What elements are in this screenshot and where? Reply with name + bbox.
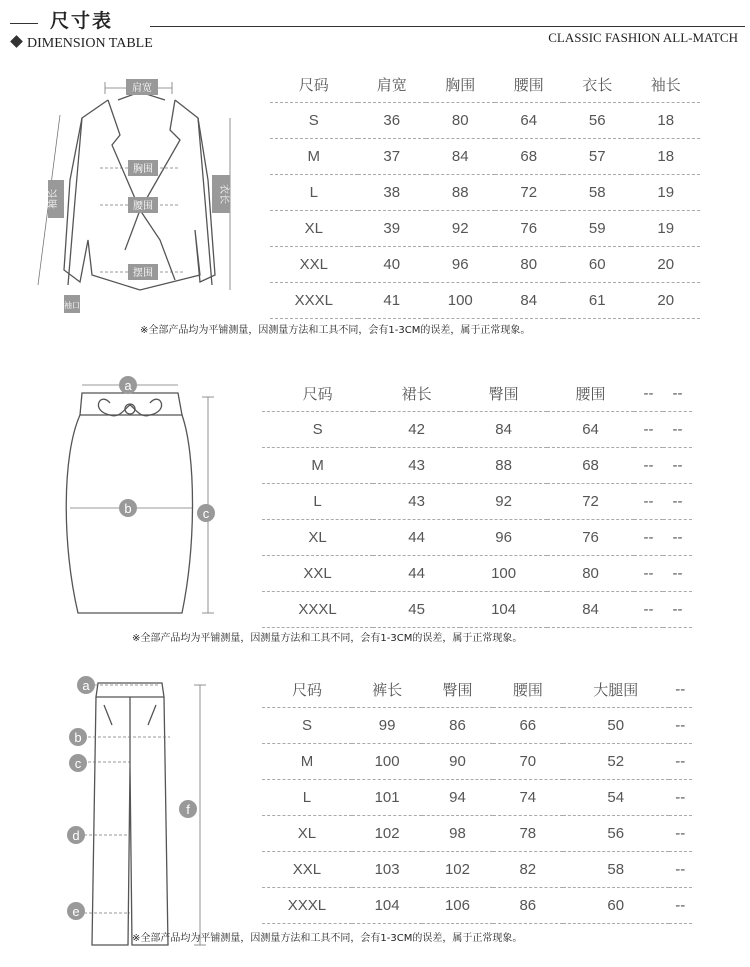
measurement-note: ※全部产品均为平铺测量，因测量方法和工具不同，会有1-3CM的误差，属于正常现象。 (140, 325, 531, 336)
table-cell: XXL (262, 555, 373, 591)
table-row (262, 519, 692, 555)
table-cell: 18 (631, 102, 700, 138)
table-cell: -- (669, 707, 692, 743)
table-cell: 104 (460, 591, 547, 627)
table-cell: 74 (493, 779, 563, 815)
page-title: 尺寸表 (50, 10, 114, 32)
table-cell: 19 (631, 210, 700, 246)
table-cell: 43 (373, 483, 460, 519)
table-cell: 42 (373, 411, 460, 447)
col-header: 衣长 (563, 68, 631, 102)
col-header: 臀围 (422, 673, 492, 707)
table-cell: 58 (563, 851, 669, 887)
table-row (262, 743, 692, 779)
header-tagline: CLASSIC FASHION ALL-MATCH (548, 30, 738, 45)
label-a: a (124, 378, 132, 393)
table-cell: 76 (547, 519, 634, 555)
table-cell: 56 (563, 102, 631, 138)
table-cell: 86 (493, 887, 563, 923)
skirt-size-table (262, 377, 692, 628)
table-header-row (262, 377, 692, 411)
table-cell: 96 (460, 519, 547, 555)
table-cell: 84 (460, 411, 547, 447)
col-header: 裙长 (373, 377, 460, 411)
label-waist: 腰围 (133, 201, 153, 212)
table-cell: 60 (563, 246, 631, 282)
table-cell: S (262, 411, 373, 447)
table-cell: -- (669, 779, 692, 815)
table-cell: 54 (563, 779, 669, 815)
table-cell: 56 (563, 815, 669, 851)
label-length: 衣长 (218, 184, 229, 204)
table-cell: -- (634, 555, 663, 591)
table-cell: 106 (422, 887, 492, 923)
table-cell: XL (270, 210, 358, 246)
table-cell: 80 (426, 102, 494, 138)
table-cell: 82 (493, 851, 563, 887)
table-row (270, 282, 700, 318)
col-header: 腰围 (495, 68, 563, 102)
table-cell: 38 (358, 174, 426, 210)
jacket-size-table (270, 68, 700, 319)
table-cell: -- (669, 815, 692, 851)
col-header: 裤长 (352, 673, 422, 707)
measurement-note: ※全部产品均为平铺测量，因测量方法和工具不同，会有1-3CM的误差，属于正常现象。 (132, 633, 523, 644)
table-cell: M (262, 743, 352, 779)
table-cell: 72 (495, 174, 563, 210)
table-cell: 101 (352, 779, 422, 815)
label-c: c (202, 506, 210, 521)
table-cell: L (262, 483, 373, 519)
label-cuff: 袖口 (64, 301, 80, 310)
table-cell: XXXL (270, 282, 358, 318)
table-cell: -- (669, 887, 692, 923)
label-chest: 胸围 (133, 164, 153, 175)
table-row (262, 555, 692, 591)
table-cell: 68 (495, 138, 563, 174)
table-cell: 96 (426, 246, 494, 282)
table-cell: 43 (373, 447, 460, 483)
table-cell: -- (663, 555, 692, 591)
table-cell: 59 (563, 210, 631, 246)
table-cell: 103 (352, 851, 422, 887)
col-header: 肩宽 (358, 68, 426, 102)
label-e: e (72, 904, 80, 919)
skirt-diagram (0, 345, 260, 645)
pants-section (0, 645, 750, 967)
col-header: 腰围 (493, 673, 563, 707)
label-b: b (124, 501, 132, 516)
table-cell: XXL (262, 851, 352, 887)
table-cell: 70 (493, 743, 563, 779)
table-cell: 20 (631, 282, 700, 318)
col-header: 腰围 (547, 377, 634, 411)
table-cell: -- (663, 519, 692, 555)
table-cell: M (270, 138, 358, 174)
table-row (262, 779, 692, 815)
table-cell: 41 (358, 282, 426, 318)
table-cell: 61 (563, 282, 631, 318)
table-cell: 100 (426, 282, 494, 318)
table-cell: 50 (563, 707, 669, 743)
table-cell: 72 (547, 483, 634, 519)
label-d: d (72, 828, 80, 843)
table-cell: 66 (493, 707, 563, 743)
table-row (270, 138, 700, 174)
table-cell: 68 (547, 447, 634, 483)
table-cell: 90 (422, 743, 492, 779)
table-cell: 64 (495, 102, 563, 138)
table-cell: 19 (631, 174, 700, 210)
pants-diagram (0, 645, 260, 967)
table-cell: -- (663, 411, 692, 447)
table-cell: 84 (547, 591, 634, 627)
skirt-section (0, 345, 750, 645)
col-header: -- (669, 673, 692, 707)
col-header: -- (663, 377, 692, 411)
table-cell: L (270, 174, 358, 210)
col-header: 大腿围 (563, 673, 669, 707)
pants-size-table (262, 673, 692, 924)
table-cell: 88 (460, 447, 547, 483)
table-row (270, 210, 700, 246)
table-cell: 88 (426, 174, 494, 210)
table-cell: 58 (563, 174, 631, 210)
table-cell: -- (634, 591, 663, 627)
table-cell: 37 (358, 138, 426, 174)
label-f: f (186, 802, 190, 817)
table-cell: 102 (352, 815, 422, 851)
table-header-row (262, 673, 692, 707)
col-header: 臀围 (460, 377, 547, 411)
table-cell: XXXL (262, 887, 352, 923)
table-cell: 92 (460, 483, 547, 519)
jacket-section (0, 0, 750, 345)
col-header: 袖长 (631, 68, 700, 102)
table-row (262, 447, 692, 483)
table-row (262, 707, 692, 743)
table-cell: 104 (352, 887, 422, 923)
table-cell: 76 (495, 210, 563, 246)
table-cell: 100 (460, 555, 547, 591)
table-cell: -- (669, 743, 692, 779)
table-row (262, 851, 692, 887)
table-cell: L (262, 779, 352, 815)
page-subtitle-text: DIMENSION TABLE (27, 36, 153, 51)
table-cell: 44 (373, 519, 460, 555)
table-cell: XL (262, 519, 373, 555)
table-row (262, 411, 692, 447)
table-header-row (270, 68, 700, 102)
label-hem: 摆围 (133, 268, 153, 279)
table-cell: XXL (270, 246, 358, 282)
table-cell: 92 (426, 210, 494, 246)
jacket-diagram (0, 0, 260, 345)
table-cell: 36 (358, 102, 426, 138)
label-shoulder: 肩宽 (132, 83, 152, 94)
table-cell: -- (634, 411, 663, 447)
table-cell: 52 (563, 743, 669, 779)
label-c: c (74, 756, 82, 771)
table-cell: 18 (631, 138, 700, 174)
table-cell: S (270, 102, 358, 138)
table-cell: 99 (352, 707, 422, 743)
table-cell: 100 (352, 743, 422, 779)
table-row (270, 174, 700, 210)
label-a: a (82, 678, 90, 693)
table-cell: -- (663, 591, 692, 627)
table-cell: 86 (422, 707, 492, 743)
table-cell: S (262, 707, 352, 743)
col-header: 尺码 (262, 377, 373, 411)
table-cell: 57 (563, 138, 631, 174)
table-cell: 80 (547, 555, 634, 591)
col-header: 胸围 (426, 68, 494, 102)
label-b: b (74, 730, 82, 745)
table-cell: 44 (373, 555, 460, 591)
table-cell: M (262, 447, 373, 483)
table-cell: 102 (422, 851, 492, 887)
table-cell: 84 (426, 138, 494, 174)
table-cell: -- (669, 851, 692, 887)
table-row (270, 102, 700, 138)
table-cell: 20 (631, 246, 700, 282)
table-cell: 84 (495, 282, 563, 318)
table-cell: 64 (547, 411, 634, 447)
table-cell: 60 (563, 887, 669, 923)
table-row (262, 591, 692, 627)
table-row (270, 246, 700, 282)
table-cell: 39 (358, 210, 426, 246)
table-row (262, 887, 692, 923)
table-cell: 78 (493, 815, 563, 851)
col-header: 尺码 (270, 68, 358, 102)
table-cell: XXXL (262, 591, 373, 627)
table-row (262, 483, 692, 519)
table-cell: -- (634, 519, 663, 555)
col-header: -- (634, 377, 663, 411)
table-cell: -- (663, 483, 692, 519)
table-cell: 94 (422, 779, 492, 815)
table-cell: 98 (422, 815, 492, 851)
table-cell: 45 (373, 591, 460, 627)
measurement-note: ※全部产品均为平铺测量，因测量方法和工具不同，会有1-3CM的误差，属于正常现象。 (132, 933, 523, 944)
table-cell: 80 (495, 246, 563, 282)
table-cell: -- (634, 483, 663, 519)
table-cell: -- (663, 447, 692, 483)
table-cell: -- (634, 447, 663, 483)
table-cell: XL (262, 815, 352, 851)
table-cell: 40 (358, 246, 426, 282)
table-row (262, 815, 692, 851)
label-sleeve: 袖长 (48, 189, 59, 209)
col-header: 尺码 (262, 673, 352, 707)
